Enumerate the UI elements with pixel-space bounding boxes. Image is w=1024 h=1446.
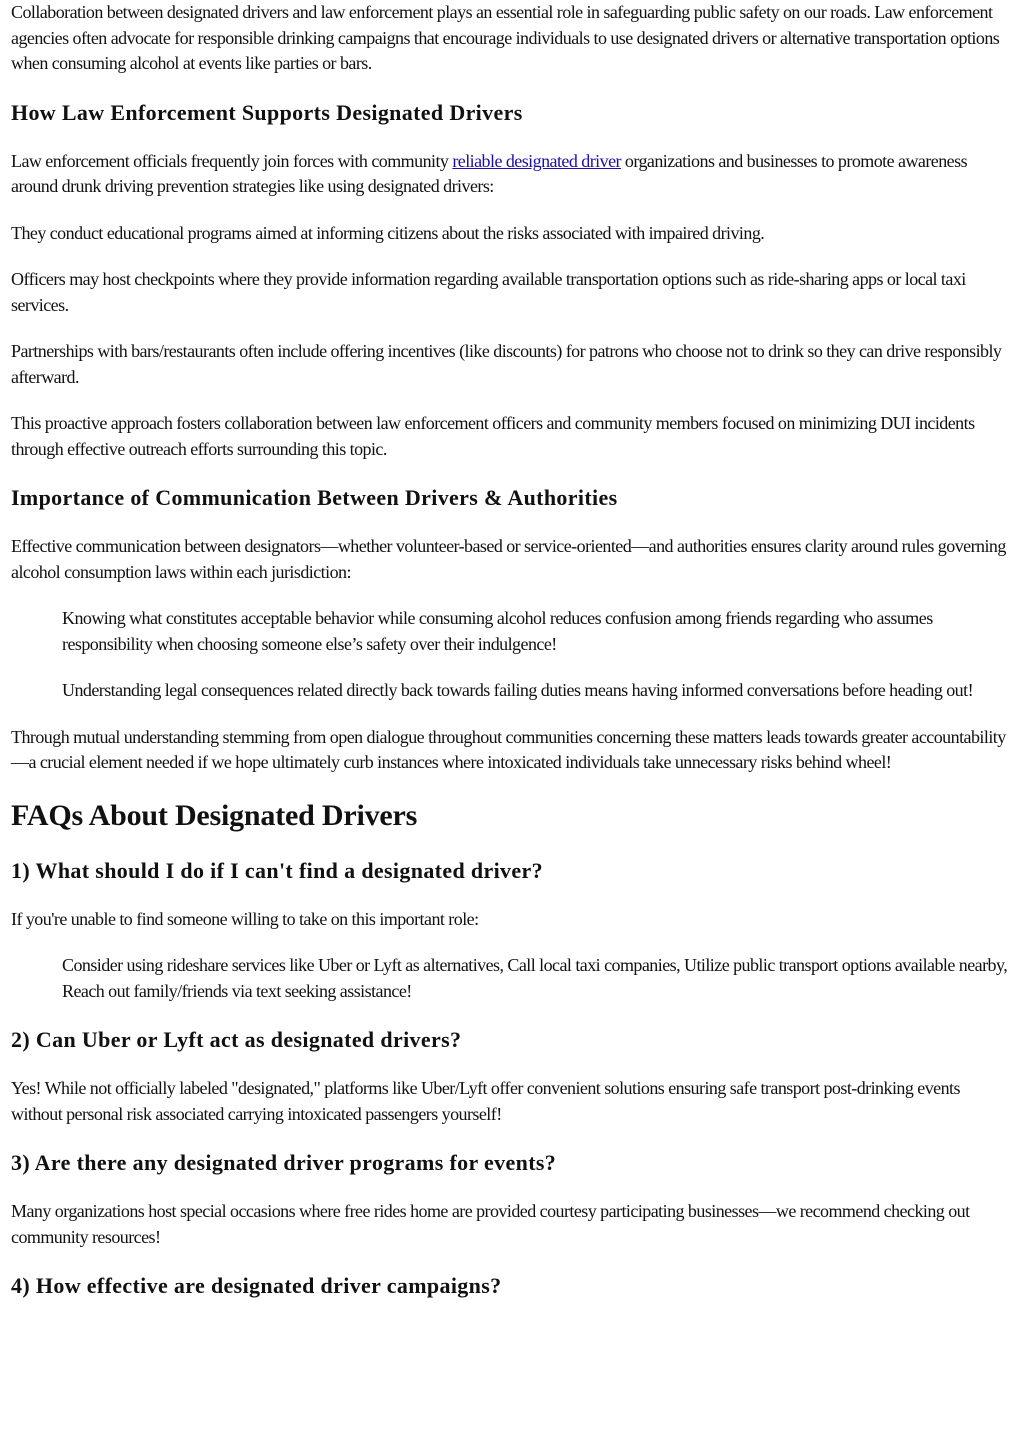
paragraph-text: Law enforcement officials frequently join forces with community [11, 150, 453, 171]
faq-question-4: 4) How effective are designated driver campaigns? [11, 1273, 502, 1298]
section-heading-communication: Importance of Communication Between Drivers & Authorities [11, 485, 618, 510]
faq-question-3: 3) Are there any designated driver programs for events? [11, 1150, 557, 1175]
communication-paragraph: Effective communication between designators—whether volunteer-based or service-oriented—and authorities ensures clarity around rules governing alcohol consumption laws within each jurisdiction: [11, 536, 1006, 582]
proactive-approach-paragraph: This proactive approach fosters collaboration between law enforcement officers and community members focused on minimizing DUI incidents through effective outreach efforts surrounding this topic. [11, 413, 975, 459]
quote-text: Knowing what constitutes acceptable behavior while consuming alcohol reduces confusion among friends regarding who assumes responsibility when choosing someone else’s safety over their indulgence! [62, 608, 933, 654]
faq-answer-2: Yes! While not officially labeled "designated," platforms like Uber/Lyft offer convenient solutions ensuring safe transport post-drinking events without personal risk associated carrying intoxicated passengers yourself! [11, 1078, 960, 1124]
educational-programs-paragraph: They conduct educational programs aimed at informing citizens about the risks associated with impaired driving. [11, 222, 765, 243]
mutual-understanding-paragraph: Through mutual understanding stemming from open dialogue throughout communities concerning these matters leads towards greater accountability—a crucial element needed if we hope ultimately curb instances where intoxicated individuals take unnecessary risks behind wheel! [11, 726, 1006, 772]
paragraph-text: organizations and businesses to promote awareness around drunk driving prevention strategies like using designated drivers: [11, 150, 968, 196]
faq-question-1: 1) What should I do if I can't find a designated driver? [11, 857, 543, 883]
law-enforcement-paragraph [11, 149, 1011, 200]
document-page [11, 0, 1011, 1301]
intro-paragraph: Collaboration between designated drivers and law enforcement plays an essential role in safeguarding public safety on our roads. Law enforcement agencies often advocate for responsible drinking campaigns that encourage individuals to use designated drivers or alternative transportation options when consuming alcohol at events like parties or bars. [11, 2, 1000, 73]
faq-question-2: 2) Can Uber or Lyft act as designated drivers? [11, 1027, 462, 1052]
checkpoints-paragraph: Officers may host checkpoints where they provide information regarding available transportation options such as ride-sharing apps or local taxi services. [11, 269, 966, 315]
faq-answer-3: Many organizations host special occasions where free rides home are provided courtesy participating businesses—we recommend checking out community resources! [11, 1201, 970, 1247]
faq-answer-1-quote [62, 953, 1011, 1004]
section-heading-law-enforcement: How Law Enforcement Supports Designated Drivers [11, 99, 523, 125]
faq-heading: FAQs About Designated Drivers [11, 798, 418, 832]
faq-answer-1: If you're unable to find someone willing to take on this important role: [11, 908, 479, 929]
communication-quote-1 [62, 606, 1011, 657]
quote-text: Consider using rideshare services like Uber or Lyft as alternatives, Call local taxi companies, Utilize public transport options available nearby, Reach out family/friends via text seeking assistance! [62, 955, 1008, 1001]
partnerships-paragraph: Partnerships with bars/restaurants often include offering incentives (like discounts) for patrons who choose not to drink so they can drive responsibly afterward. [11, 341, 1002, 387]
reliable-designated-driver-link[interactable]: reliable designated driver [452, 150, 621, 171]
quote-text: Understanding legal consequences related directly back towards failing duties means having informed conversations before heading out! [62, 680, 974, 700]
communication-quote-2 [62, 678, 1011, 704]
